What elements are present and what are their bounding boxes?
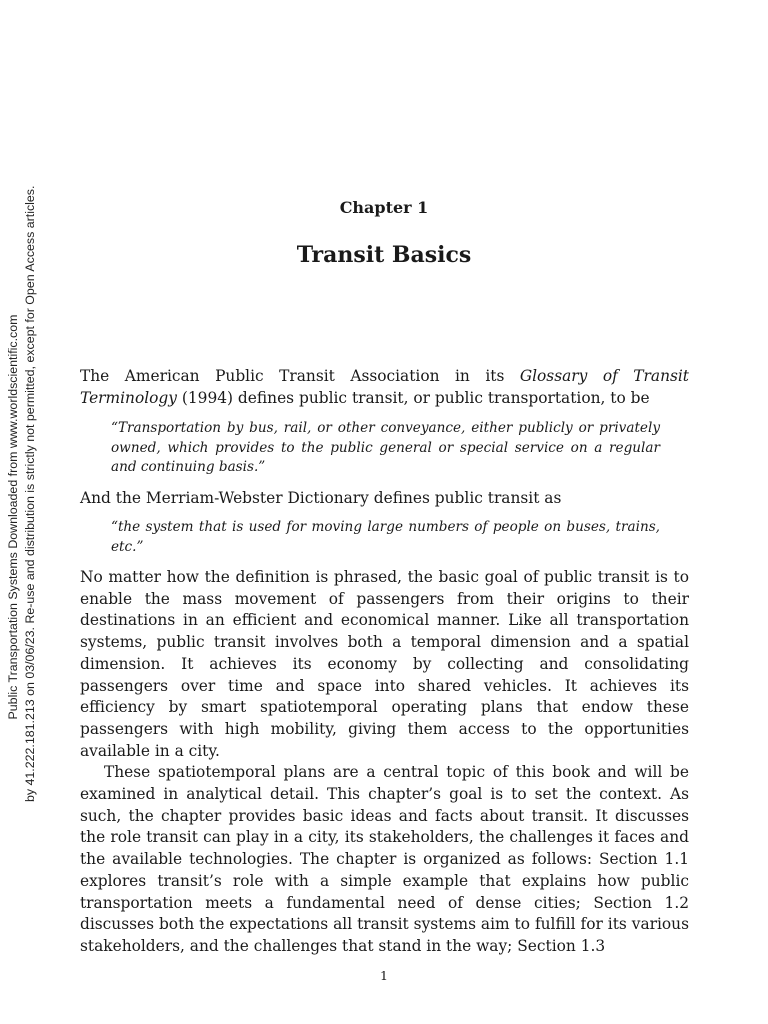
download-notice-line-2: by 41.222.181.213 on 03/06/23. Re-use and distribution is strictly not permitted, except for Open Access articles. bbox=[23, 185, 37, 802]
merriam-webster-quote: “the system that is used for moving large numbers of people on buses, trains, etc.” bbox=[111, 519, 660, 555]
intro-paragraph bbox=[80, 366, 689, 409]
chapter-label: Chapter 1 bbox=[339, 198, 429, 217]
body-text bbox=[80, 567, 689, 958]
body-paragraph-2: These spatiotemporal plans are a central topic of this book and will be examined in analytical detail. This chapter’s goal is to set the context. As such, the chapter provides basic ideas and facts about transit. It discusses the role transit can play in a city, its stakeholders, the challenges it faces and the available technologies. The chapter is organized as follows: Section 1.1 explores transit’s role with a simple example that explains how public transportation meets a fundamental need of dense cities; Section 1.2 discusses both the expectations all transit systems aim to fulfill for its various stakeholders, and the challenges that stand in the way; Section 1.3 bbox=[80, 763, 689, 955]
merriam-webster-intro: And the Merriam-Webster Dictionary defines public transit as bbox=[80, 489, 562, 507]
body-paragraph-1: No matter how the definition is phrased, the basic goal of public transit is to enable the mass movement of passengers from their origins to their destinations in an efficient and economical manner. Like all transportation systems, public transit involves both a temporal dimension and a spatial dimension. It achieves its economy by collecting and consolidating passengers over time and space into shared vehicles. It achieves its efficiency by smart spatiotemporal operating plans that endow these passengers with high mobility, giving them access to the opportunities available in a city. bbox=[80, 568, 689, 760]
download-notice-line-1: Public Transportation Systems Downloaded from www.worldscientific.com bbox=[6, 314, 20, 720]
glossary-title: Glossary of Transit Terminology bbox=[80, 367, 689, 407]
chapter-title: Transit Basics bbox=[296, 242, 472, 268]
apta-definition-quote: “Transportation by bus, rail, or other conveyance, either publicly or privately owned, which provides to the public general or special service on a regular and continuing basis.” bbox=[111, 420, 660, 476]
intro-text-end: (1994) defines public transit, or public transportation, to be bbox=[176, 388, 650, 407]
page-number: 1 bbox=[380, 968, 388, 983]
intro-text-start: The American Public Transit Association in its bbox=[80, 367, 520, 385]
download-notice bbox=[5, 185, 39, 802]
